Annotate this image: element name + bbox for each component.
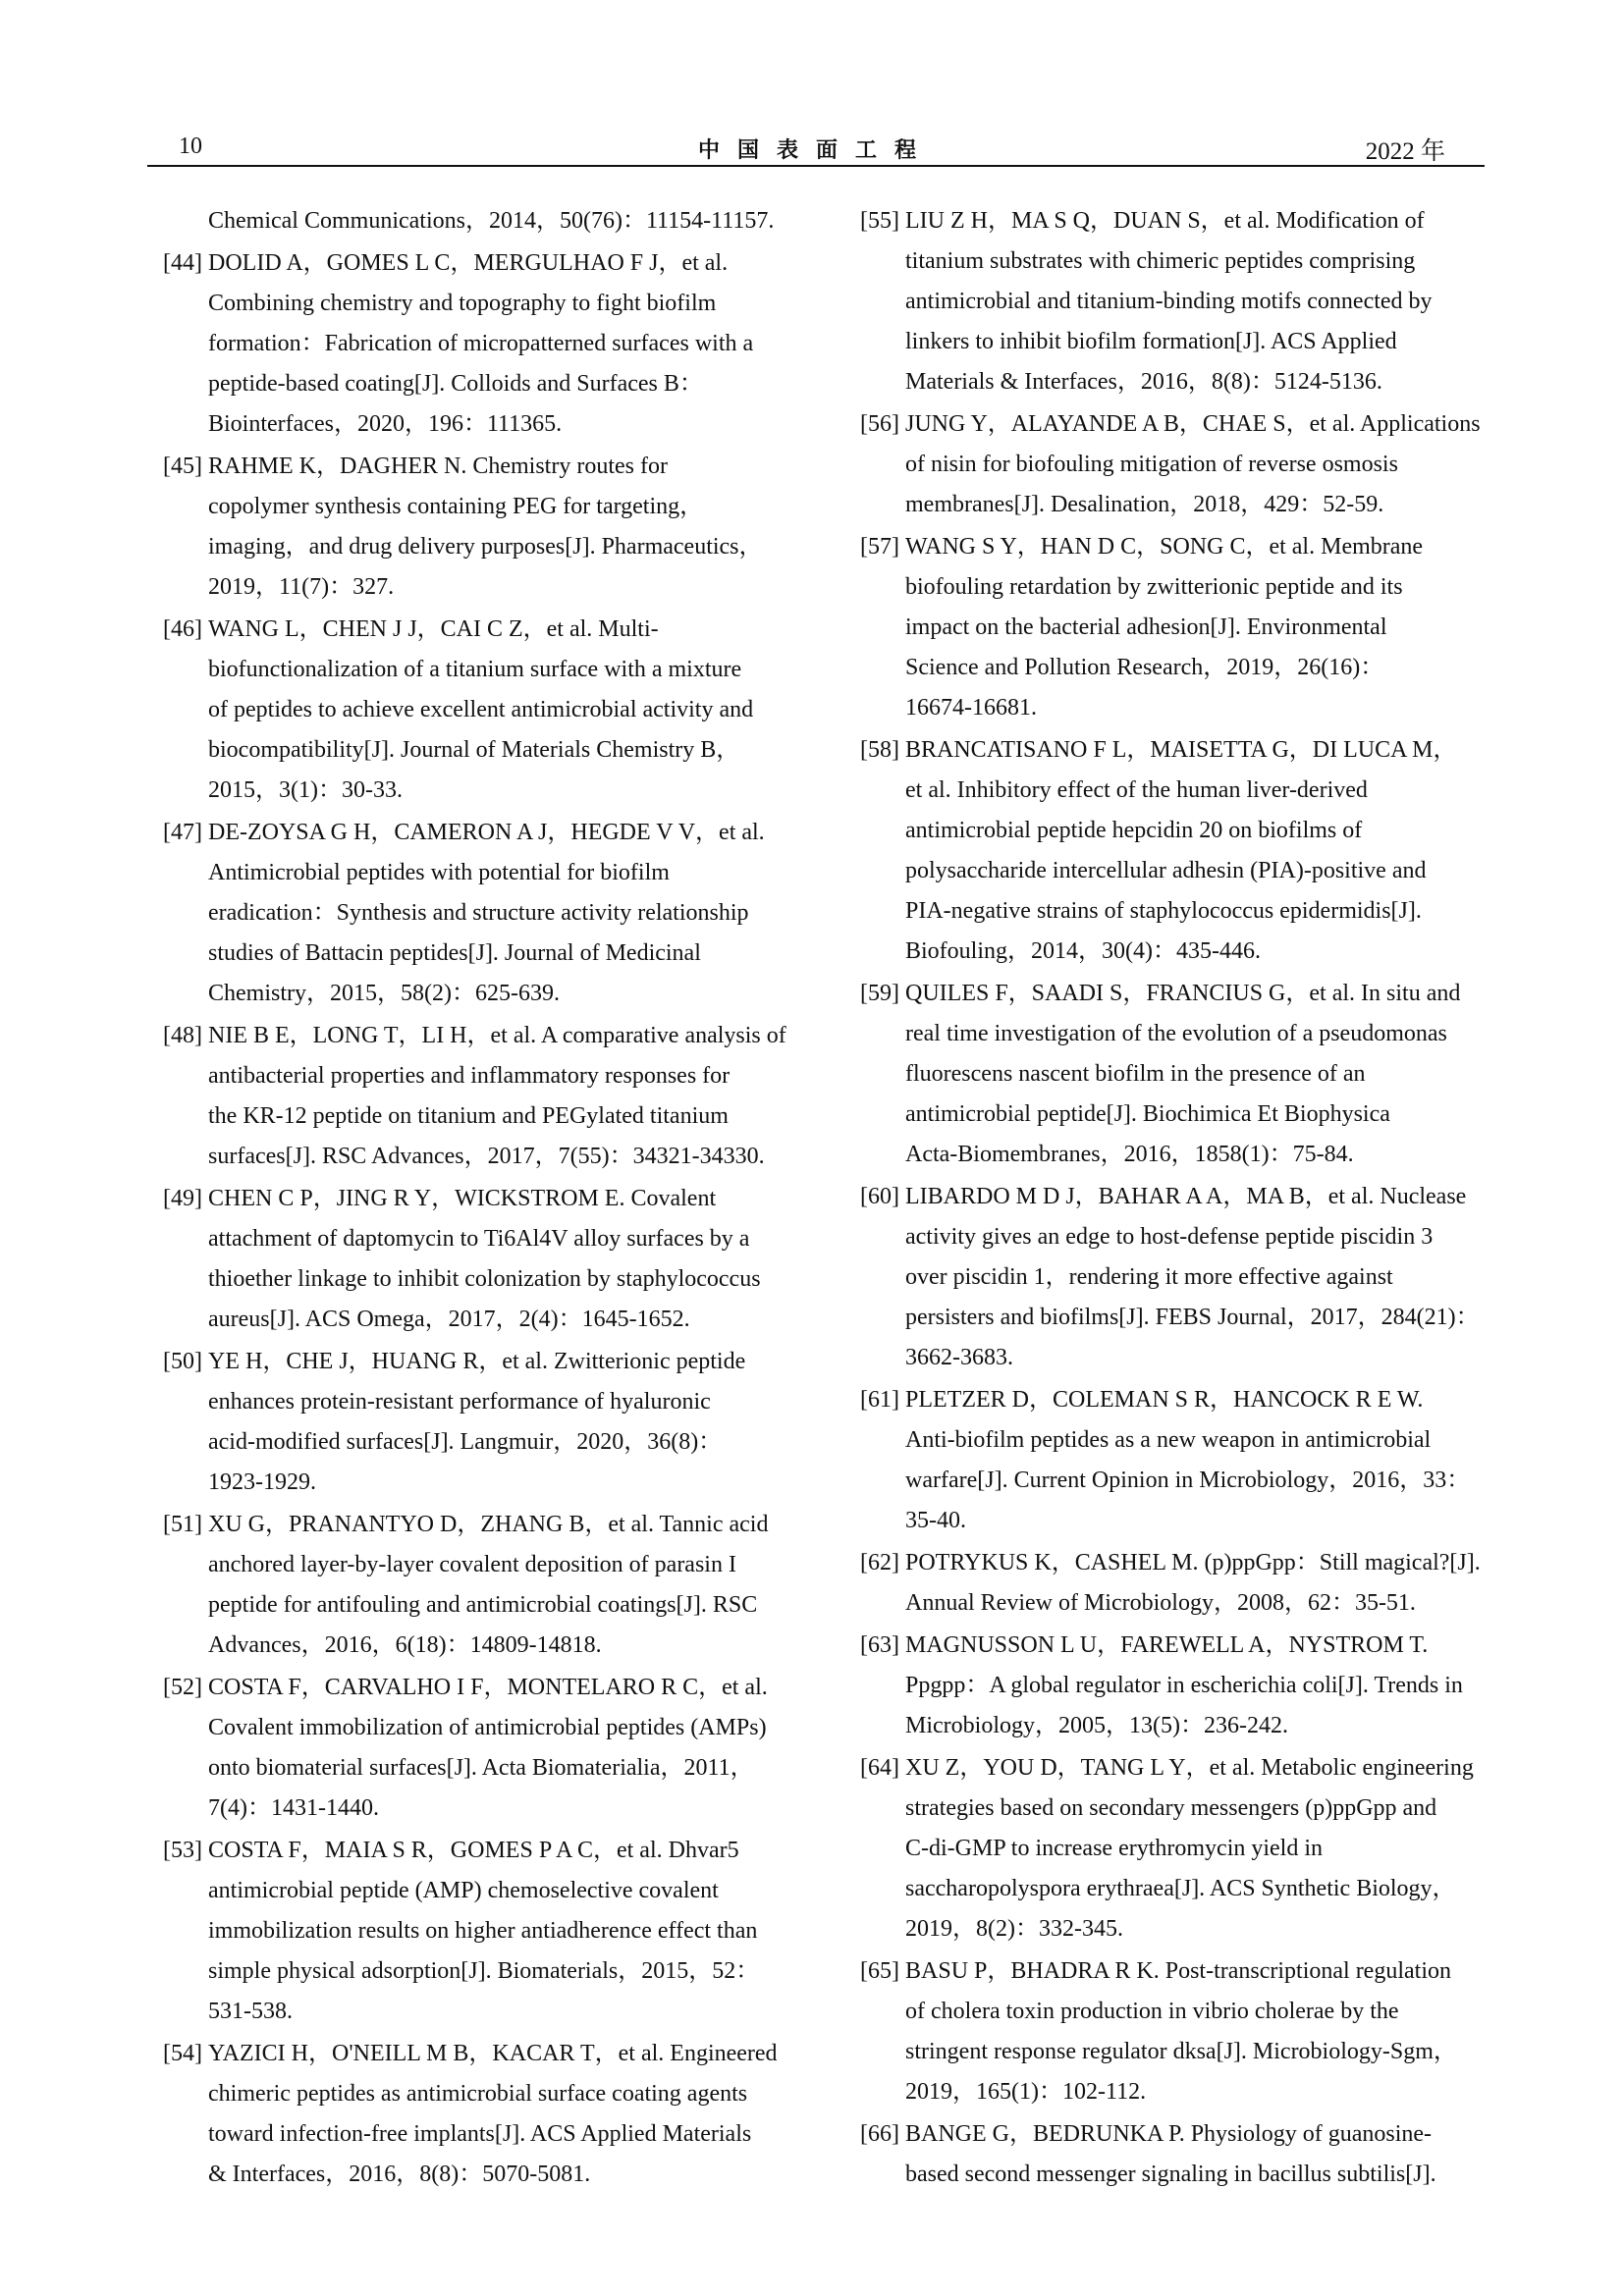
reference-number: [49] xyxy=(163,1186,202,1211)
reference-number: [54] xyxy=(163,2041,202,2066)
reference-text: XU G，PRANANTYO D，ZHANG B，et al. Tannic acid anchored layer-by-layer covalent deposition of parasin I peptide for antifouling and antimicrobial coatings[J]. RSC Advances，2016，6(18)：14809-14818. xyxy=(208,1512,769,1658)
reference-entry xyxy=(844,2114,1489,2195)
reference-entry xyxy=(844,1748,1489,1949)
reference-number: [62] xyxy=(860,1550,899,1575)
reference-text: RAHME K，DAGHER N. Chemistry routes for copolymer synthesis containing PEG for targeting， imaging，and drug delivery purposes[J]. Pharmaceutics， 2019，11(7)：327. xyxy=(208,454,763,600)
reference-text: DOLID A，GOMES L C，MERGULHAO F J，et al. Combining chemistry and topography to fight biofilm formation：Fabrication of micropatterned surfaces with a peptide-based coating[J]. Colloids and Surfaces B： Biointerfaces，2020，196：111365. xyxy=(208,250,754,437)
reference-entry xyxy=(147,1505,791,1666)
reference-number: [60] xyxy=(860,1184,899,1209)
reference-text: YE H，CHE J，HUANG R，et al. Zwitterionic peptide enhances protein-resistant performance of hyaluronic acid-modified surfaces[J]. Langmuir，2020，36(8)： 1923-1929. xyxy=(208,1349,746,1495)
reference-text: Chemical Communications，2014，50(76)：11154-11157. xyxy=(208,208,775,234)
reference-text: BASU P，BHADRA R K. Post-transcriptional regulation of cholera toxin production in vibrio cholerae by the stringent response regulator dksa[J]. Microbiology-Sgm， 2019，165(1)：102-112. xyxy=(905,1958,1457,2105)
reference-number: [44] xyxy=(163,250,202,276)
page-header xyxy=(147,126,1485,167)
references-left-column xyxy=(147,201,791,2197)
reference-entry xyxy=(844,201,1489,402)
reference-entry xyxy=(147,1831,791,2032)
reference-number: [66] xyxy=(860,2121,899,2147)
reference-number: [53] xyxy=(163,1838,202,1863)
reference-entry xyxy=(147,1016,791,1177)
reference-continuation xyxy=(147,201,791,241)
reference-entry xyxy=(844,527,1489,728)
reference-number: [45] xyxy=(163,454,202,479)
reference-number: [57] xyxy=(860,534,899,560)
reference-number: [59] xyxy=(860,981,899,1006)
journal-title: 中国表面工程 xyxy=(697,138,934,163)
reference-entry xyxy=(147,1668,791,1829)
reference-text: LIU Z H，MA S Q，DUAN S，et al. Modification of titanium substrates with chimeric peptides comprising antimicrobial and titanium-binding motifs connected by linkers to inhibit biofilm formation[J]. ACS Applied Materials & Interfaces，2016，8(8)：5124-5136. xyxy=(905,208,1433,395)
page-number: 10 xyxy=(179,133,202,159)
reference-number: [63] xyxy=(860,1632,899,1658)
reference-entry xyxy=(844,730,1489,972)
reference-text: PLETZER D，COLEMAN S R，HANCOCK R E W. Anti-biofilm peptides as a new weapon in antimicrobial warfare[J]. Current Opinion in Microbiology，2016，33： 35-40. xyxy=(905,1387,1471,1533)
reference-entry xyxy=(147,2034,791,2195)
reference-number: [50] xyxy=(163,1349,202,1374)
reference-entry xyxy=(844,974,1489,1175)
reference-text: DE-ZOYSA G H，CAMERON A J，HEGDE V V，et al. Antimicrobial peptides with potential for biofilm eradication：Synthesis and structure activity relationship studies of Battacin peptides[J]. Journal of Medicinal Chemistry，2015，58(2)：625-639. xyxy=(208,820,765,1006)
reference-entry xyxy=(844,1626,1489,1746)
reference-entry xyxy=(844,1951,1489,2112)
reference-number: [52] xyxy=(163,1675,202,1700)
reference-entry xyxy=(844,1177,1489,1378)
reference-text: POTRYKUS K，CASHEL M. (p)ppGpp：Still magical?[J]. Annual Review of Microbiology，2008，62：35-51. xyxy=(905,1550,1481,1616)
reference-text: LIBARDO M D J，BAHAR A A，MA B，et al. Nuclease activity gives an edge to host-defense peptide piscidin 3 over piscidin 1，rendering it more effective against persisters and biofilms[J]. FEBS Journal，2017，284(21)： 3662-3683. xyxy=(905,1184,1480,1370)
reference-entry xyxy=(147,243,791,445)
reference-entry xyxy=(147,447,791,608)
reference-text: WANG S Y，HAN D C，SONG C，et al. Membrane biofouling retardation by zwitterionic peptide and its impact on the bacterial adhesion[J]. Environmental Science and Pollution Research，2019，26(16)： 16674-16681. xyxy=(905,534,1424,721)
reference-number: [46] xyxy=(163,616,202,642)
reference-entry xyxy=(844,1380,1489,1541)
reference-text: COSTA F，MAIA S R，GOMES P A C，et al. Dhvar5 antimicrobial peptide (AMP) chemoselective covalent immobilization results on higher antiadherence effect than simple physical adsorption[J]. Biomaterials，2015，52： 531-538. xyxy=(208,1838,760,2024)
reference-number: [55] xyxy=(860,208,899,234)
reference-number: [64] xyxy=(860,1755,899,1781)
references-right-column xyxy=(844,201,1489,2197)
reference-text: MAGNUSSON L U，FAREWELL A，NYSTROM T. Ppgpp：A global regulator in escherichia coli[J]. Trends in Microbiology，2005，13(5)：236-242. xyxy=(905,1632,1463,1738)
reference-text: BRANCATISANO F L，MAISETTA G，DI LUCA M， et al. Inhibitory effect of the human liver-derived antimicrobial peptide hepcidin 20 on biofilms of polysaccharide intercellular adhesin (PIA)-positive and PIA-negative strains of staphylococcus epidermidis[J]. Biofouling，2014，30(4)：435-446. xyxy=(905,737,1457,964)
reference-number: [48] xyxy=(163,1023,202,1048)
reference-entry xyxy=(844,404,1489,525)
reference-entry xyxy=(147,610,791,811)
reference-number: [58] xyxy=(860,737,899,763)
reference-text: JUNG Y，ALAYANDE A B，CHAE S，et al. Applications of nisin for biofouling mitigation of reverse osmosis membranes[J]. Desalination，2018，429：52-59. xyxy=(905,411,1481,517)
reference-entry xyxy=(147,1342,791,1503)
reference-text: XU Z，YOU D，TANG L Y，et al. Metabolic engineering strategies based on secondary messengers (p)ppGpp and C-di-GMP to increase erythromycin yield in saccharopolyspora erythraea[J]. ACS Synthetic Biology， 2019，8(2)：332-345. xyxy=(905,1755,1474,1942)
reference-text: NIE B E，LONG T，LI H，et al. A comparative analysis of antibacterial properties and inflammatory responses for the KR-12 peptide on titanium and PEGylated titanium surfaces[J]. RSC Advances，2017，7(55)：34321-34330. xyxy=(208,1023,786,1169)
reference-entry xyxy=(147,813,791,1014)
reference-entry xyxy=(844,1543,1489,1624)
reference-number: [65] xyxy=(860,1958,899,1984)
reference-number: [61] xyxy=(860,1387,899,1413)
reference-text: QUILES F，SAADI S，FRANCIUS G，et al. In situ and real time investigation of the evolution of a pseudomonas fluorescens nascent biofilm in the presence of an antimicrobial peptide[J]. Biochimica Et Biophysica Acta-Biomembranes，2016，1858(1)：75-84. xyxy=(905,981,1461,1167)
reference-text: BANGE G，BEDRUNKA P. Physiology of guanosine- based second messenger signaling in bacillus subtilis[J]. xyxy=(905,2121,1436,2187)
reference-number: [56] xyxy=(860,411,899,437)
publication-year: 2022 年 xyxy=(1365,138,1445,165)
reference-number: [51] xyxy=(163,1512,202,1537)
reference-text: YAZICI H，O'NEILL M B，KACAR T，et al. Engineered chimeric peptides as antimicrobial surface coating agents toward infection-free implants[J]. ACS Applied Materials & Interfaces，2016，8(8)：5070-5081. xyxy=(208,2041,778,2187)
reference-text: COSTA F，CARVALHO I F，MONTELARO R C，et al. Covalent immobilization of antimicrobial peptides (AMPs) onto biomaterial surfaces[J]. Acta Biomaterialia，2011， 7(4)：1431-1440. xyxy=(208,1675,768,1821)
reference-entry xyxy=(147,1179,791,1340)
reference-text: CHEN C P，JING R Y，WICKSTROM E. Covalent attachment of daptomycin to Ti6Al4V alloy surfaces by a thioether linkage to inhibit colonization by staphylococcus aureus[J]. ACS Omega，2017，2(4)：1645-1652. xyxy=(208,1186,761,1332)
reference-text: WANG L，CHEN J J，CAI C Z，et al. Multi- biofunctionalization of a titanium surface with a mixture of peptides to achieve excellent antimicrobial activity and biocompatibility[J]. Journal of Materials Chemistry B， 2015，3(1)：30-33. xyxy=(208,616,754,803)
reference-number: [47] xyxy=(163,820,202,845)
